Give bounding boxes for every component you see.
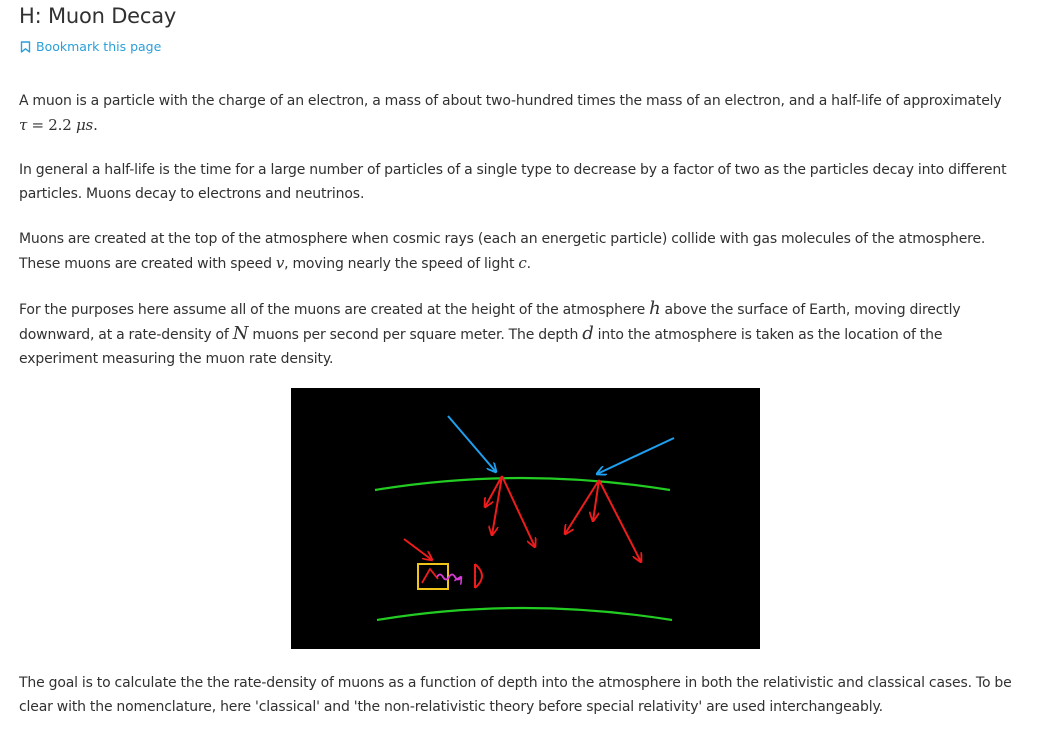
muon-arrow-4 xyxy=(565,480,599,534)
cosmic-ray-arrow-left xyxy=(448,416,496,472)
muon-decay-track xyxy=(422,569,438,583)
p4-text-a: For the purposes here assume all of the muons are created at the height of the atmosphere xyxy=(19,302,650,318)
muon-arrow-to-detector xyxy=(404,539,432,560)
p4-text-c: muons per second per square meter. The depth xyxy=(248,327,583,343)
cosmic-ray-arrow-right xyxy=(597,438,674,474)
diagram-drawing xyxy=(291,388,760,649)
page-title: H: Muon Decay xyxy=(19,4,177,28)
muon-arrow-3 xyxy=(502,476,535,547)
paragraph-half-life: In general a half-life is the time for a large number of particles of a single type to decrease by a factor of two as the particles decay into different particles. Muons decay to electrons and neutrinos. xyxy=(19,162,1007,202)
p3-text-b: , moving nearly the speed of light xyxy=(284,256,519,272)
equals-sign: = xyxy=(27,116,49,134)
electron-detector xyxy=(475,564,482,588)
half-life-unit: μs xyxy=(71,116,94,134)
depth-d-symbol: d xyxy=(582,323,594,344)
math-period: . xyxy=(93,116,98,134)
height-h-symbol: h xyxy=(649,298,661,319)
bookmark-icon xyxy=(20,41,31,53)
tau-symbol: τ xyxy=(19,116,28,134)
paragraph-muon-intro xyxy=(19,89,1029,138)
bookmark-button[interactable] xyxy=(20,39,161,54)
atmosphere-top-line xyxy=(375,478,670,490)
ground-line xyxy=(377,608,672,620)
p4-text-d: into the atmosphere is taken as the location of the experiment measuring the muon rate density. xyxy=(19,327,943,367)
p4-text-b: above the surface of Earth, moving directly downward, at a rate-density of xyxy=(19,302,961,343)
muon-arrow-6 xyxy=(599,480,641,562)
half-life-value: 2.2 xyxy=(48,116,72,134)
paragraph-assumptions xyxy=(19,297,989,371)
p1-text: A muon is a particle with the charge of an electron, a mass of about two-hundred times the mass of an electron, and a half-life of approximately xyxy=(19,93,1002,109)
muon-decay-diagram xyxy=(291,388,760,649)
speed-of-light-c-symbol: c xyxy=(518,254,527,272)
rate-density-n-symbol: N xyxy=(232,323,249,344)
p3-text-a: Muons are created at the top of the atmosphere when cosmic rays (each an energetic particle) collide with gas molecules of the atmosphere. These muons are created with speed xyxy=(19,231,986,272)
p3-text-c: . xyxy=(526,256,531,272)
paragraph-muon-creation xyxy=(19,227,1009,276)
bookmark-label: Bookmark this page xyxy=(36,39,162,54)
speed-v-symbol: v xyxy=(275,254,285,272)
paragraph-goal: The goal is to calculate the the rate-density of muons as a function of depth into the atmosphere in both the relativistic and classical cases. To be clear with the nomenclature, here 'classical' and 'the non-relativistic theory before special relativity' are used interchangeably. xyxy=(19,675,1012,715)
half-life-math xyxy=(19,116,98,134)
